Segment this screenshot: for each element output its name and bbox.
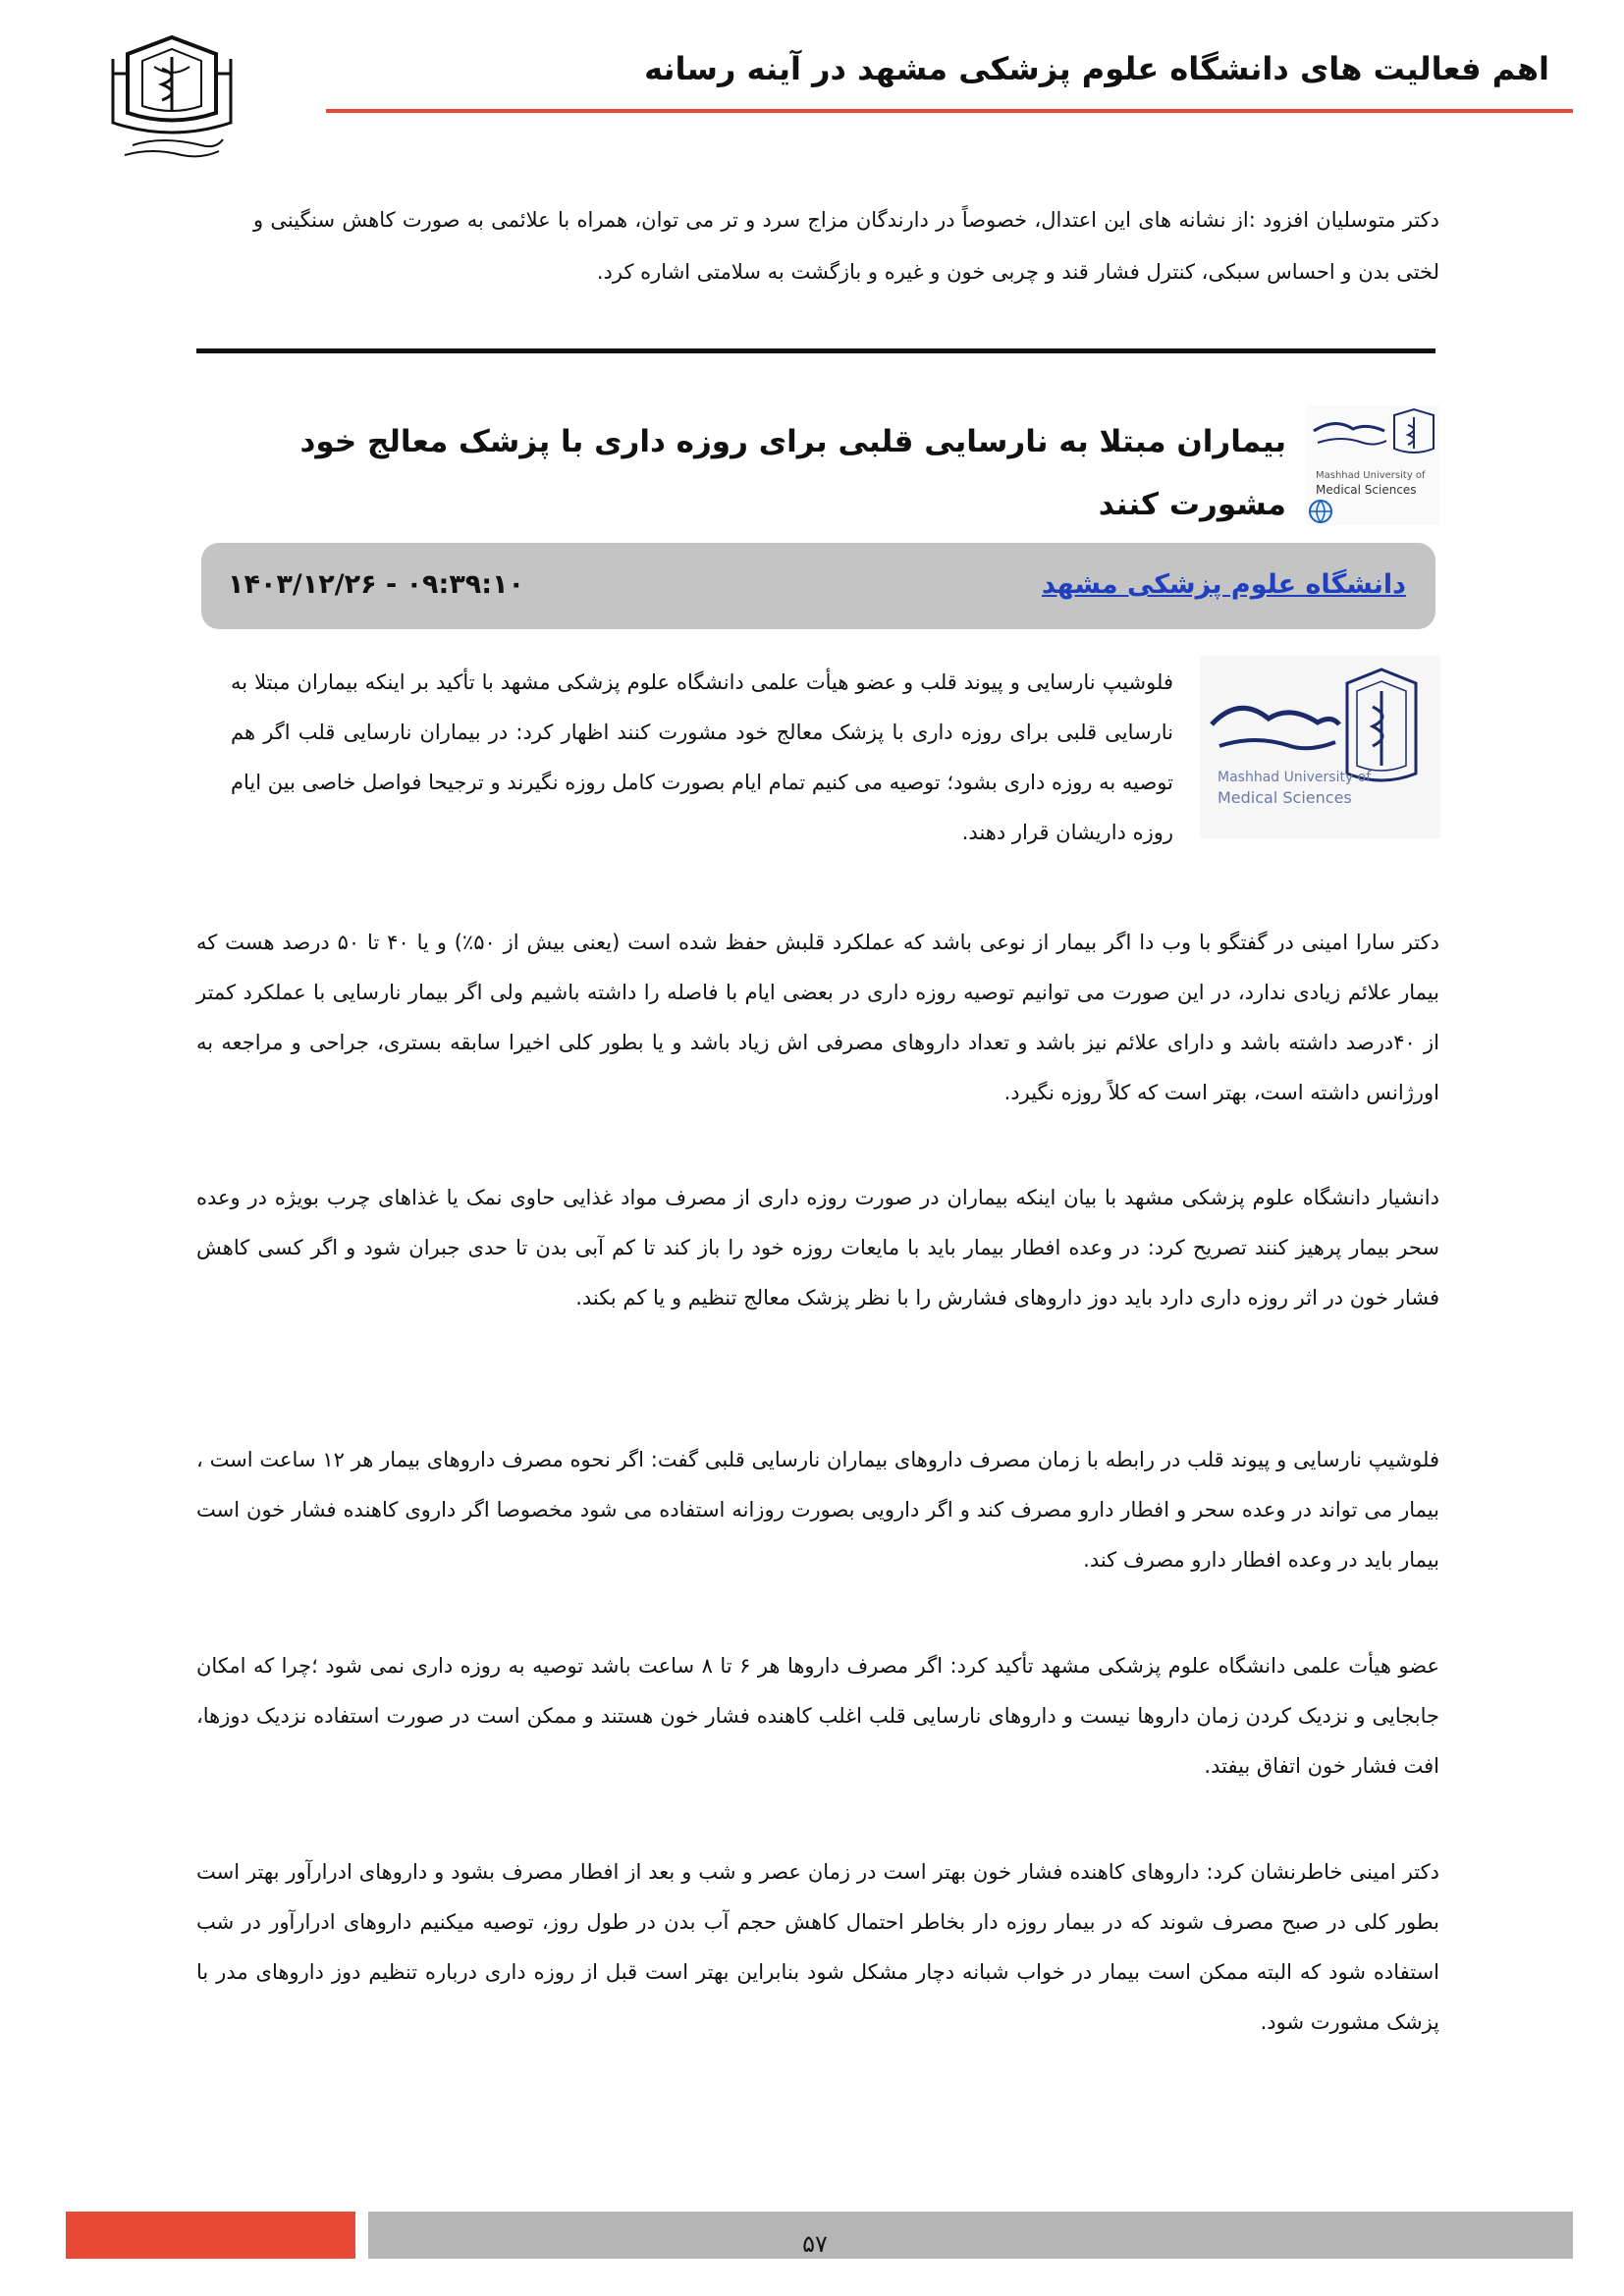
section-divider bbox=[196, 348, 1435, 353]
svg-text:Mashhad University of: Mashhad University of bbox=[1218, 770, 1372, 785]
article-paragraph-5: عضو هیأت علمی دانشگاه علوم پزشکی مشهد تأکید کرد: اگر مصرف داروها هر ۶ تا ۸ ساعت باشد توصیه به روزه داری نمی شود ؛چرا که امکان جابجایی و نزدیک کردن زمان داروها نیست و داروهای نارسایی قلب اغلب کاهنده فشار خون هستند و ممکن است در صورت استفاده نزدیک دوزها، افت فشار خون اتفاق بیفتد. bbox=[196, 1654, 1440, 1778]
article-source-logo bbox=[1306, 405, 1439, 525]
article-datetime: ۱۴۰۳/۱۲/۲۶ - ۰۹:۳۹:۱۰ bbox=[228, 569, 525, 600]
svg-text:Mashhad University of: Mashhad University of bbox=[1316, 470, 1426, 481]
article-source-link[interactable]: دانشگاه علوم پزشکی مشهد bbox=[1042, 569, 1406, 600]
article-paragraph-1: فلوشیپ نارسایی و پیوند قلب و عضو هیأت علمی دانشگاه علوم پزشکی مشهد با تأکید بر اینکه بیماران مبتلا به نارسایی قلبی برای روزه داری با پزشک معالج خود مشورت کنند اظهار کرد: در بیماران نارسایی قلب اگر هم توصیه به روزه داری بشود؛ توصیه می کنیم تمام ایام بصورت کامل روزه نگیرند و ترجیحا فواصل خاصی بین ایام روزه داریشان قرار دهند. bbox=[231, 670, 1173, 844]
footer-accent-bar bbox=[66, 2212, 355, 2259]
article-body-logo bbox=[1200, 656, 1440, 838]
svg-text:Medical Sciences: Medical Sciences bbox=[1316, 483, 1417, 497]
article-title: بیماران مبتلا به نارسایی قلبی برای روزه داری با پزشک معالج خود مشورت کنند bbox=[299, 424, 1286, 522]
page-number: ۵۷ bbox=[802, 2230, 828, 2258]
svg-text:Medical Sciences: Medical Sciences bbox=[1218, 788, 1352, 807]
header-accent-rule bbox=[326, 109, 1573, 113]
article-paragraph-2: دکتر سارا امینی در گفتگو با وب دا اگر بیمار از نوعی باشد که عملکرد قلبش حفظ شده است (یعنی بیش از ۵۰٪) و یا ۴۰ تا ۵۰ درصد هست که بیمار علائم زیادی ندارد، در این صورت می توانیم توصیه روزه داری در بعضی ایام با فاصله را داشته باشیم ولی اگر بیمار نارسایی با عملکرد کمتر از ۴۰درصد داشته باشد و دارای علائم نیز باشد و تعداد داروهای مصرفی اش زیاد باشد و یا بطور کلی اخیرا سابقه بستری، جراحی و مراجعه به اورژانس داشته است، بهتر است که کلاً روزه نگیرد. bbox=[196, 931, 1440, 1104]
university-emblem-icon bbox=[103, 29, 241, 167]
article-paragraph-3: دانشیار دانشگاه علوم پزشکی مشهد با بیان اینکه بیماران در صورت روزه داری از مصرف مواد غذایی حاوی نمک یا غذاهای چرب بویژه در وعده سحر بیمار پرهیز کنند تصریح کرد: در وعده افطار بیمار باید با مایعات روزه خود را باز کند تا کم آبی بدن تا حدی جبران شود و اگر کسی کاهش فشار خون در اثر روزه داری دارد باید دوز داروهای فشارش را با نظر پزشک معالج تنظیم و یا کم بکند. bbox=[196, 1186, 1439, 1309]
footer-bar bbox=[368, 2212, 1573, 2259]
article-paragraph-6: دکتر امینی خاطرنشان کرد: داروهای کاهنده فشار خون بهتر است در زمان عصر و شب و بعد از افطار مصرف بشود و داروهای ادرارآور بهتر است بطور کلی در صبح مصرف شوند که در بیمار روزه دار بخاطر احتمال کاهش حجم آب بدن در طول روز، توصیه میکنیم داروهای ادرارآور در شب استفاده شود که البته ممکن است بیمار در خواب شبانه دچار مشکل شود بنابراین بهتر است قبل از روزه داری درباره تنظیم دوز داروهای مدر با پزشک مشورت شود. bbox=[196, 1860, 1439, 2034]
intro-paragraph: دکتر متوسلیان افزود :از نشانه های این اعتدال، خصوصاً در دارندگان مزاج سرد و تر می توان، همراه با علائمی به صورت کاهش سنگینی و لختی بدن و احساس سبکی، کنترل فشار قند و چربی خون و غیره و بازگشت به سلامتی اشاره کرد. bbox=[253, 208, 1439, 284]
page-header-title: اهم فعالیت های دانشگاه علوم پزشکی مشهد در آینه رسانه bbox=[644, 50, 1549, 87]
university-logo bbox=[103, 29, 241, 167]
article-paragraph-4: فلوشیپ نارسایی و پیوند قلب در رابطه با زمان مصرف داروهای بیماران نارسایی قلبی گفت: اگر نحوه مصرف داروهای بیمار هر ۱۲ ساعت است ، بیمار می تواند در وعده سحر و افطار دارو مصرف کند و اگر دارویی بصورت روزانه استفاده می شود مخصوصا اگر داروی کاهنده فشار خون است بیمار باید در وعده افطار دارو مصرف کند. bbox=[196, 1448, 1440, 1572]
